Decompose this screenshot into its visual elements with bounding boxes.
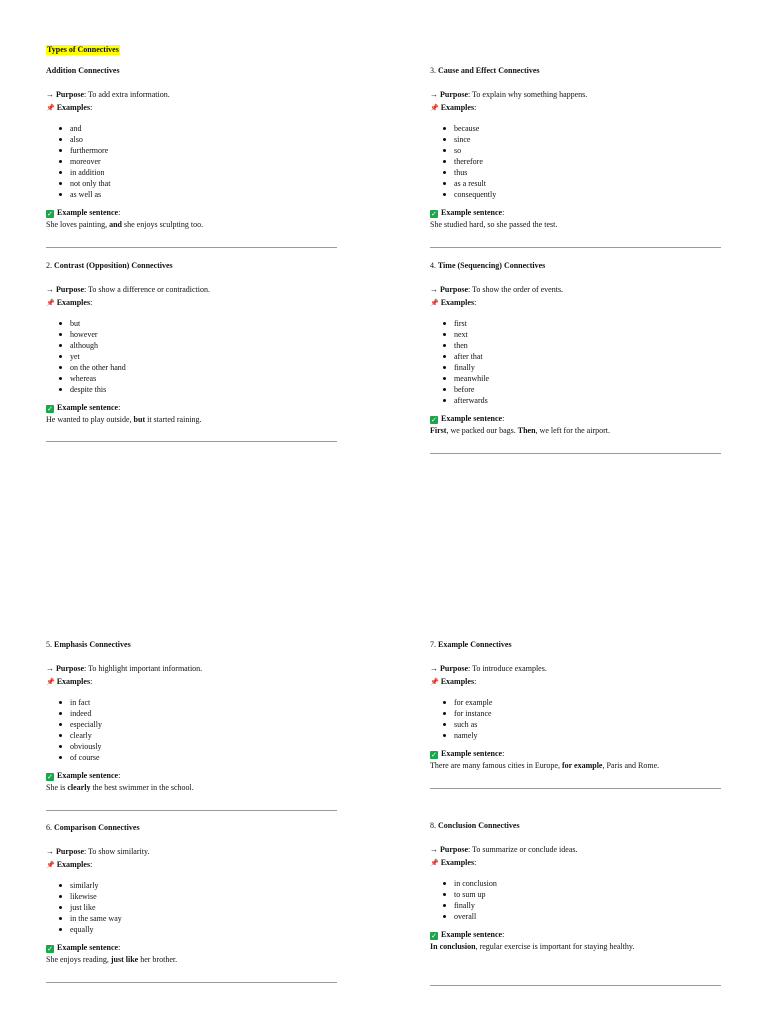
section-heading [46, 66, 338, 76]
list-item: first [430, 318, 722, 329]
examples-list [46, 318, 338, 395]
list-item: in addition [46, 167, 338, 178]
section-number: 4. [430, 261, 436, 270]
purpose-line: → Purpose: To add extra information. [46, 90, 170, 100]
example-sentence-label: Example sentence [441, 414, 503, 424]
examples-label: Examples [440, 297, 475, 307]
list-item: for instance [430, 708, 722, 719]
check-mark-icon: ✓ [431, 751, 437, 760]
list-item: not only that [46, 178, 338, 189]
sentence-segment: She enjoys reading, [46, 954, 111, 964]
list-item: therefore [430, 156, 722, 167]
section-divider [430, 985, 721, 986]
section-divider [46, 810, 337, 811]
list-item: finally [430, 900, 722, 911]
example-sentence-line: ✓ Example sentence: [431, 930, 505, 941]
section-title: Conclusion Connectives [438, 821, 520, 830]
sentence-segment: He wanted to play outside, [46, 414, 134, 424]
example-sentence-label: Example sentence [57, 771, 119, 781]
sentence-segment: the best swimmer in the school. [90, 782, 194, 792]
examples-label: Examples [56, 676, 91, 686]
examples-line: 📌 Examples: [46, 297, 93, 307]
examples-line: 📌 Examples: [430, 857, 477, 867]
section-heading [46, 640, 338, 650]
list-item: so [430, 145, 722, 156]
purpose-line: → Purpose: To highlight important information. [46, 664, 203, 674]
section-title: Cause and Effect Connectives [438, 66, 540, 75]
sentence-segment: for example [561, 760, 603, 770]
purpose-label: Purpose [440, 845, 468, 855]
example-sentence [430, 220, 722, 230]
list-item: equally [46, 924, 338, 935]
section-heading [430, 66, 722, 76]
sentence-segment: In conclusion [430, 941, 476, 951]
section-heading [46, 261, 338, 271]
list-item: consequently [430, 189, 722, 200]
sentence-segment: so [487, 219, 495, 229]
list-item: yet [46, 351, 338, 362]
example-sentence [46, 783, 338, 793]
sentence-segment: it started raining. [145, 414, 202, 424]
list-item: especially [46, 719, 338, 730]
list-item: whereas [46, 373, 338, 384]
purpose-line: → Purpose: To summarize or conclude ideas. [430, 845, 578, 855]
sentence-segment: , we left for the airport. [535, 425, 610, 435]
connective-section [46, 66, 338, 230]
section-divider [46, 441, 337, 442]
purpose-label: Purpose [56, 285, 84, 295]
list-item: despite this [46, 384, 338, 395]
sentence-segment: There are many famous cities in Europe, [430, 760, 562, 770]
pushpin-icon: 📌 [46, 860, 55, 869]
sentence-segment: just like [110, 954, 139, 964]
pushpin-icon: 📌 [46, 298, 55, 307]
examples-list [46, 123, 338, 200]
section-divider [430, 453, 721, 454]
list-item: obviously [46, 741, 338, 752]
list-item: because [430, 123, 722, 134]
purpose-label: Purpose [56, 847, 84, 857]
connective-section [430, 821, 722, 952]
section-divider [46, 982, 337, 983]
section-divider [430, 788, 721, 789]
check-mark-icon: ✓ [47, 773, 53, 782]
purpose-label: Purpose [56, 90, 84, 100]
section-number: 7. [430, 640, 436, 649]
list-item: as well as [46, 189, 338, 200]
list-item: on the other hand [46, 362, 338, 373]
example-sentence [46, 415, 338, 425]
example-sentence-line: ✓ Example sentence: [431, 208, 505, 219]
examples-label: Examples [56, 297, 91, 307]
section-number: 8. [430, 821, 436, 830]
purpose-text: To show similarity. [88, 847, 150, 857]
examples-line: 📌 Examples: [46, 676, 93, 686]
purpose-label: Purpose [440, 90, 468, 100]
pushpin-icon: 📌 [430, 298, 439, 307]
list-item: similarly [46, 880, 338, 891]
list-item: meanwhile [430, 373, 722, 384]
examples-list [46, 697, 338, 763]
example-sentence-line: ✓ Example sentence: [47, 771, 121, 782]
sentence-segment: , we packed our bags. [446, 425, 518, 435]
list-item: just like [46, 902, 338, 913]
example-sentence [430, 942, 722, 952]
example-sentence-line: ✓ Example sentence: [431, 749, 505, 760]
section-heading [430, 261, 722, 271]
sentence-segment: , regular exercise is important for staying healthy. [475, 941, 635, 951]
examples-label: Examples [440, 676, 475, 686]
examples-label: Examples [440, 857, 475, 867]
examples-list [430, 123, 722, 200]
purpose-line: → Purpose: To explain why something happens. [430, 90, 588, 100]
list-item: but [46, 318, 338, 329]
list-item: as a result [430, 178, 722, 189]
purpose-text: To highlight important information. [88, 664, 203, 674]
purpose-text: To explain why something happens. [472, 90, 588, 100]
purpose-line: → Purpose: To show similarity. [46, 847, 150, 857]
purpose-line: → Purpose: To show the order of events. [430, 285, 564, 295]
sentence-segment: clearly [67, 782, 91, 792]
sentence-segment: she enjoys sculpting too. [122, 219, 204, 229]
sentence-segment: She is [46, 782, 68, 792]
examples-label: Examples [56, 859, 91, 869]
example-sentence [430, 761, 722, 771]
examples-line: 📌 Examples: [46, 859, 93, 869]
purpose-label: Purpose [440, 285, 468, 295]
sentence-segment: but [133, 414, 146, 424]
section-title: Emphasis Connectives [54, 640, 131, 649]
purpose-text: To show the order of events. [472, 285, 564, 295]
examples-list [46, 880, 338, 935]
list-item: to sum up [430, 889, 722, 900]
check-mark-icon: ✓ [47, 210, 53, 219]
example-sentence-line: ✓ Example sentence: [47, 403, 121, 414]
sentence-segment: She loves painting, [46, 219, 110, 229]
list-item: in conclusion [430, 878, 722, 889]
list-item: although [46, 340, 338, 351]
example-sentence-label: Example sentence [57, 403, 119, 413]
check-mark-icon: ✓ [47, 945, 53, 954]
examples-list [430, 878, 722, 922]
list-item: afterwards [430, 395, 722, 406]
connective-section [430, 66, 722, 230]
purpose-label: Purpose [56, 664, 84, 674]
pushpin-icon: 📌 [46, 677, 55, 686]
list-item: such as [430, 719, 722, 730]
example-sentence [46, 955, 338, 965]
list-item: of course [46, 752, 338, 763]
arrow-icon: → [430, 664, 438, 674]
examples-label: Examples [56, 102, 91, 112]
check-mark-icon: ✓ [431, 416, 437, 425]
sentence-segment: and [109, 219, 123, 229]
example-sentence-line: ✓ Example sentence: [47, 943, 121, 954]
section-title: Contrast (Opposition) Connectives [54, 261, 173, 270]
list-item: however [46, 329, 338, 340]
section-number: 3. [430, 66, 436, 75]
list-item: after that [430, 351, 722, 362]
arrow-icon: → [46, 285, 54, 295]
list-item: then [430, 340, 722, 351]
example-sentence [46, 220, 338, 230]
list-item: thus [430, 167, 722, 178]
examples-line: 📌 Examples: [430, 676, 477, 686]
list-item: moreover [46, 156, 338, 167]
connective-section [46, 261, 338, 425]
list-item: in the same way [46, 913, 338, 924]
pushpin-icon: 📌 [430, 103, 439, 112]
check-mark-icon: ✓ [431, 932, 437, 941]
pushpin-icon: 📌 [430, 858, 439, 867]
section-title: Addition Connectives [46, 66, 120, 75]
sentence-segment: her brother. [138, 954, 178, 964]
section-title: Example Connectives [438, 640, 512, 649]
examples-line: 📌 Examples: [430, 102, 477, 112]
pushpin-icon: 📌 [46, 103, 55, 112]
purpose-text: To add extra information. [88, 90, 170, 100]
examples-line: 📌 Examples: [430, 297, 477, 307]
connective-section [46, 640, 338, 793]
section-number: 5. [46, 640, 52, 649]
arrow-icon: → [46, 847, 54, 857]
examples-label: Examples [440, 102, 475, 112]
connective-section [430, 640, 722, 771]
examples-list [430, 318, 722, 406]
list-item: likewise [46, 891, 338, 902]
section-title: Comparison Connectives [54, 823, 140, 832]
sentence-segment: She studied hard, [430, 219, 488, 229]
arrow-icon: → [46, 664, 54, 674]
arrow-icon: → [46, 90, 54, 100]
pushpin-icon: 📌 [430, 677, 439, 686]
section-title: Time (Sequencing) Connectives [437, 261, 546, 270]
check-mark-icon: ✓ [47, 405, 53, 414]
list-item: namely [430, 730, 722, 741]
list-item: and [46, 123, 338, 134]
section-number: 2. [46, 261, 52, 270]
list-item: next [430, 329, 722, 340]
document-title: Types of Connectives [47, 45, 119, 54]
section-heading [430, 640, 722, 650]
purpose-text: To summarize or conclude ideas. [472, 845, 578, 855]
section-divider [46, 247, 337, 248]
example-sentence-label: Example sentence [441, 930, 503, 940]
arrow-icon: → [430, 90, 438, 100]
list-item: finally [430, 362, 722, 373]
arrow-icon: → [430, 285, 438, 295]
list-item: before [430, 384, 722, 395]
examples-line: 📌 Examples: [46, 102, 93, 112]
purpose-line: → Purpose: To introduce examples. [430, 664, 547, 674]
list-item: also [46, 134, 338, 145]
example-sentence-label: Example sentence [57, 943, 119, 953]
example-sentence-line: ✓ Example sentence: [47, 208, 121, 219]
sentence-segment: First [430, 425, 447, 435]
list-item: in fact [46, 697, 338, 708]
arrow-icon: → [430, 845, 438, 855]
list-item: clearly [46, 730, 338, 741]
list-item: furthermore [46, 145, 338, 156]
list-item: since [430, 134, 722, 145]
section-number: 6. [46, 823, 52, 832]
examples-list [430, 697, 722, 741]
section-heading [46, 823, 338, 833]
purpose-line: → Purpose: To show a difference or contradiction. [46, 285, 210, 295]
section-divider [430, 247, 721, 248]
example-sentence-label: Example sentence [441, 208, 503, 218]
example-sentence [430, 426, 722, 436]
purpose-text: To introduce examples. [472, 664, 547, 674]
sentence-segment: , Paris and Rome. [602, 760, 660, 770]
list-item: overall [430, 911, 722, 922]
example-sentence-label: Example sentence [57, 208, 119, 218]
list-item: for example [430, 697, 722, 708]
section-heading [430, 821, 722, 831]
list-item: indeed [46, 708, 338, 719]
connective-section [430, 261, 722, 436]
sentence-segment: Then [517, 425, 536, 435]
example-sentence-line: ✓ Example sentence: [431, 414, 505, 425]
connective-section [46, 823, 338, 965]
purpose-text: To show a difference or contradiction. [88, 285, 210, 295]
check-mark-icon: ✓ [431, 210, 437, 219]
example-sentence-label: Example sentence [441, 749, 503, 759]
purpose-label: Purpose [440, 664, 468, 674]
sentence-segment: she passed the test. [494, 219, 558, 229]
